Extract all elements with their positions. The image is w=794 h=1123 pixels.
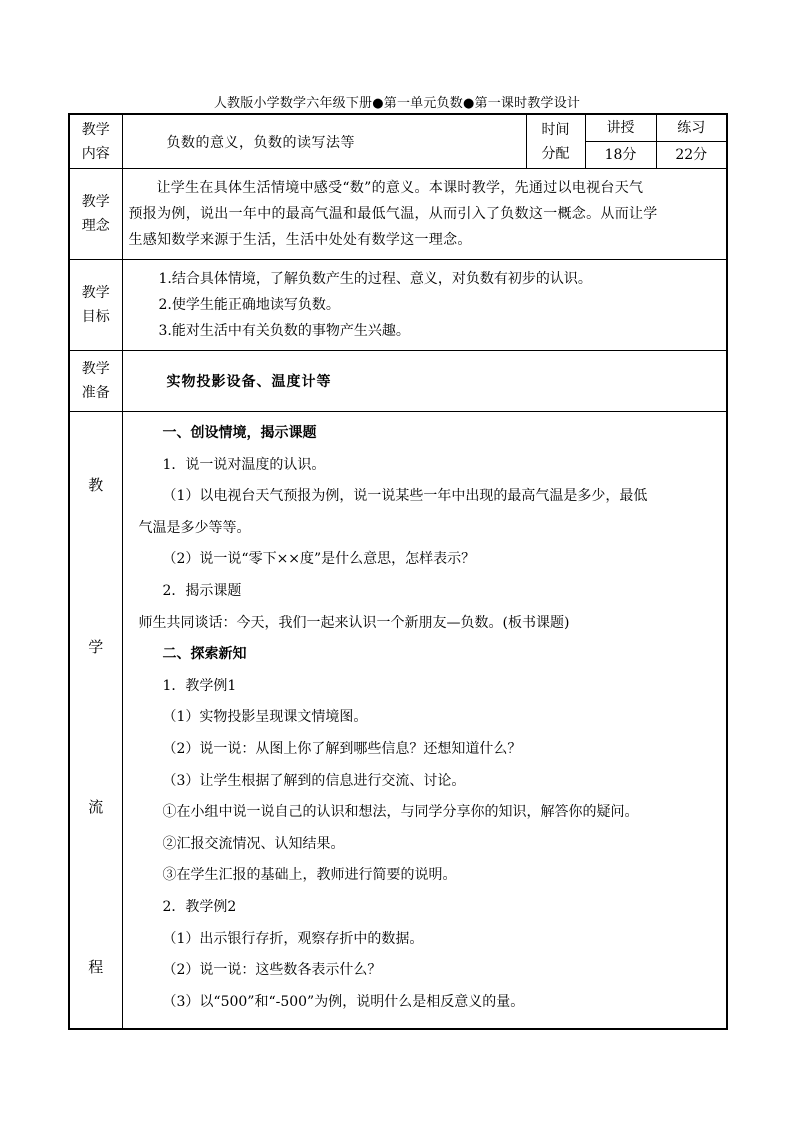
process-line: 1．教学例1	[162, 677, 237, 694]
prep-label: 教学 准备	[69, 351, 122, 412]
process-line: ③在学生汇报的基础上，教师进行简要的说明。	[162, 867, 457, 884]
teaching-prep: 实物投影设备、温度计等	[122, 351, 727, 412]
goal-item: 3.能对生活中有关负数的事物产生兴趣。	[158, 323, 410, 339]
document-header: 人教版小学数学六年级下册●第一单元负数●第一课时教学设计	[213, 96, 581, 111]
process-line: （1）以电视台天气预报为例，说一说某些一年中出现的最高气温是多少，最低	[162, 488, 648, 505]
content-label: 教学 内容	[69, 114, 122, 169]
goals-row	[69, 260, 727, 351]
teaching-process	[122, 412, 727, 1030]
process-line: （2）说一说：这些数各表示什么？	[162, 962, 382, 979]
time-allocation-label: 时间 分配	[526, 114, 585, 169]
process-row	[69, 412, 727, 1030]
prep-row	[69, 351, 727, 412]
idea-line: 让学生在具体生活情境中感受“数”的意义。本课时教学，先通过以电视台天气	[156, 180, 644, 196]
lecture-time-cell	[585, 114, 656, 169]
lecture-minutes: 18分	[604, 147, 637, 163]
goals-label: 教学 目标	[69, 260, 122, 351]
practice-time-cell	[656, 114, 727, 169]
practice-label: 练习	[657, 115, 727, 142]
goal-item: 1.结合具体情境，了解负数产生的过程、意义，对负数有初步的认识。	[158, 271, 592, 287]
teaching-goals	[122, 260, 727, 351]
teaching-idea	[122, 169, 727, 260]
lecture-label: 讲授	[586, 115, 656, 142]
process-line: 2．揭示课题	[162, 582, 242, 599]
content-row	[69, 114, 727, 169]
process-line: 师生共同谈话：今天，我们一起来认识一个新朋友—负数。(板书课题)	[138, 614, 570, 631]
process-line: （2）说一说“零下××度”是什么意思，怎样表示？	[162, 551, 476, 568]
process-label: 教 学 流 程	[69, 412, 122, 1030]
process-line: （1）实物投影呈现课文情境图。	[162, 709, 368, 726]
practice-minutes: 22分	[675, 147, 708, 163]
goal-item: 2.使学生能正确地读写负数。	[158, 297, 340, 313]
process-line: ①在小组中说一说自己的认识和想法，与同学分享你的知识，解答你的疑问。	[162, 804, 639, 821]
process-line: 1．说一说对温度的认识。	[162, 456, 326, 473]
process-line: 气温是多少等等。	[138, 519, 251, 536]
process-line: （1）出示银行存折，观察存折中的数据。	[162, 930, 424, 947]
process-line: ②汇报交流情况、认知结果。	[162, 835, 345, 852]
lesson-plan-table	[68, 113, 728, 1030]
idea-row	[69, 169, 727, 260]
idea-line: 预报为例，说出一年中的最高气温和最低气温，从而引入了负数这一概念。从而让学	[128, 206, 658, 222]
idea-label: 教学 理念	[69, 169, 122, 260]
process-line: 2．教学例2	[162, 898, 237, 915]
process-line: （2）说一说：从图上你了解到哪些信息？还想知道什么？	[162, 740, 522, 757]
process-line: （3）让学生根据了解到的信息进行交流、讨论。	[162, 772, 466, 789]
process-line: （3）以“500”和“-500”为例，说明什么是相反意义的量。	[162, 993, 525, 1010]
section-heading: 二、探索新知	[162, 646, 247, 663]
section-heading: 一、创设情境，揭示课题	[162, 425, 317, 441]
lesson-topic: 负数的意义，负数的读写法等	[122, 114, 526, 169]
idea-line: 生感知数学来源于生活，生活中处处有数学这一理念。	[128, 232, 472, 248]
